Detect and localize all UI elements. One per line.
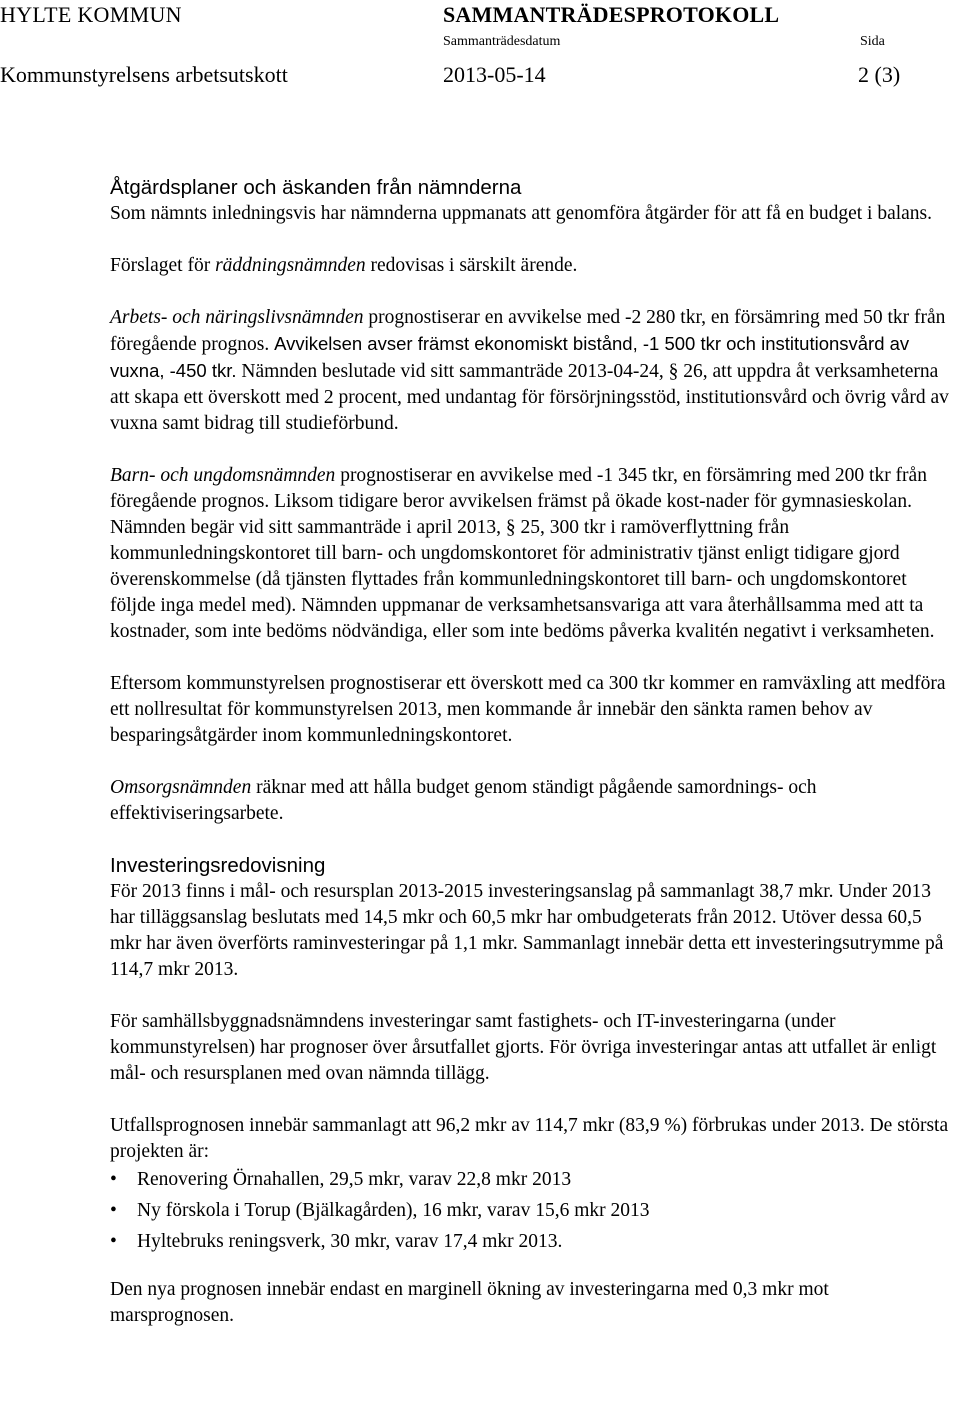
bullet: •: [110, 1200, 117, 1221]
organization-name: HYLTE KOMMUN: [0, 2, 182, 27]
list-item: [110, 1198, 956, 1224]
section-heading-investments: Investeringsredovisning: [110, 854, 326, 877]
page-label: Sida: [860, 34, 885, 49]
section-heading-actions: Åtgärdsplaner och äskanden från nämnderna: [110, 176, 522, 199]
committee-name: Kommunstyrelsens arbetsutskott: [0, 62, 288, 87]
paragraph-omsorgsnamnden: [110, 775, 956, 827]
text: prognostiserar en avvikelse med -1 345 tkr, en försämring med 200 tkr från föregående prognos. Liksom tidigare beror avvikelsen främst på ökade kost-nader för gymnasieskolan. Nämnden begär vid sitt sammanträde i april 2013, § 25, 300 tkr i ramöverflyttning från kommunledningskontoret till barn- och ungdomskontoret för administrativ tjänst enligt tidigare gjord överenskommelse (då tjänsten flyttades från kommunledningskontoret till barn- och ungdomskontoret följde inga medel med). Nämnden uppmanar de verksamhetsansvariga att vara återhållsamma med att ta kostnader, som inte bedöms nödvändiga, eller som inte bedöms påverka kvalitén negativt i verksamheten.: [110, 465, 935, 642]
investments-paragraph-1: För 2013 finns i mål- och resursplan 2013-2015 investeringsanslag på sammanlagt 38,7 mkr. Under 2013 har tilläggsanslag beslutats med 14,5 mkr och 60,5 mkr har ombudgeterats från 2012. Utöver dessa 60,5 mkr har även överförts raminvesteringar på 1,1 mkr. Sammanlagt innebär detta ett investeringsutrymme på 114,7 mkr 2013.: [110, 881, 944, 980]
investments-paragraph-2: För samhällsbyggnadsnämndens investeringar samt fastighets- och IT-investeringarna (under kommunstyrelsen) har prognoser över årsutfallet gjorts. För övriga investeringar antas att utfallet är enligt mål- och resursplanen med ovan nämnda tillägg.: [110, 1011, 937, 1084]
text: Förslaget för: [110, 255, 216, 276]
list-item: [110, 1167, 956, 1193]
investments-paragraph-3: Utfallsprognosen innebär sammanlagt att 96,2 mkr av 114,7 mkr (83,9 %) förbrukas under 2013. De största projekten är:: [110, 1115, 949, 1162]
paragraph-raddningsnamnden: [110, 253, 956, 279]
list-item-text: Ny förskola i Torup (Bjälkagården), 16 mkr, varav 15,6 mkr 2013: [137, 1200, 650, 1221]
project-list: [110, 1167, 956, 1255]
list-item: [110, 1229, 956, 1255]
paragraph-kommunstyrelsen: Eftersom kommunstyrelsen prognostiserar ett överskott med ca 300 tkr kommer en ramväxling att medföra ett nollresultat för kommunstyrelsen 2013, men kommande år innebär den sänkta ramen behov av besparingsåtgärder inom kommunledningskontoret.: [110, 673, 946, 746]
paragraph-barn-ungdom: [110, 463, 956, 645]
paragraph-arbets-naringsliv: [110, 305, 956, 437]
bullet: •: [110, 1231, 117, 1252]
list-item-text: Hyltebruks reningsverk, 30 mkr, varav 17,4 mkr 2013.: [137, 1231, 563, 1252]
committee-name-italic: räddningsnämnden: [215, 255, 366, 276]
document-type: SAMMANTRÄDESPROTOKOLL: [443, 2, 780, 27]
committee-name-italic: Arbets- och näringslivsnämnden: [110, 307, 364, 328]
bullet: •: [110, 1169, 117, 1190]
text: prognostiserar en avvikelse med -2 280 tkr, en försämring med 50 tkr från föregående prognos.: [110, 307, 946, 355]
text: Nämnden beslutade vid sitt sammanträde 2013-04-24, § 26, att uppdra åt verksamheterna att skapa ett överskott med 2 procent, med undantag för försörjningsstöd, institutionsvård och övrig vård av vuxna samt bidrag till studieförbund.: [110, 361, 949, 434]
page-number: 2 (3): [858, 62, 901, 87]
investments-paragraph-4: Den nya prognosen innebär endast en marginell ökning av investeringarna med 0,3 mkr mot marsprognosen.: [110, 1279, 829, 1326]
committee-name-italic: Omsorgsnämnden: [110, 777, 252, 798]
text: redovisas i särskilt ärende.: [365, 255, 578, 276]
document-body: [110, 175, 956, 1329]
actions-intro: Som nämnts inledningsvis har nämnderna uppmanats att genomföra åtgärder för att få en budget i balans.: [110, 203, 933, 224]
committee-name-italic: Barn- och ungdomsnämnden: [110, 465, 336, 486]
text-sans: Avvikelsen avser främst ekonomiskt bistånd, -1 500 tkr och institutionsvård av vuxna, -450 tkr.: [110, 333, 910, 381]
list-item-text: Renovering Örnahallen, 29,5 mkr, varav 22,8 mkr 2013: [137, 1169, 572, 1190]
text: räknar med att hålla budget genom ständigt pågående samordnings- och effektiviseringsarbete.: [110, 777, 817, 824]
meeting-date: 2013-05-14: [443, 62, 546, 87]
meeting-date-label: Sammanträdesdatum: [443, 34, 561, 49]
